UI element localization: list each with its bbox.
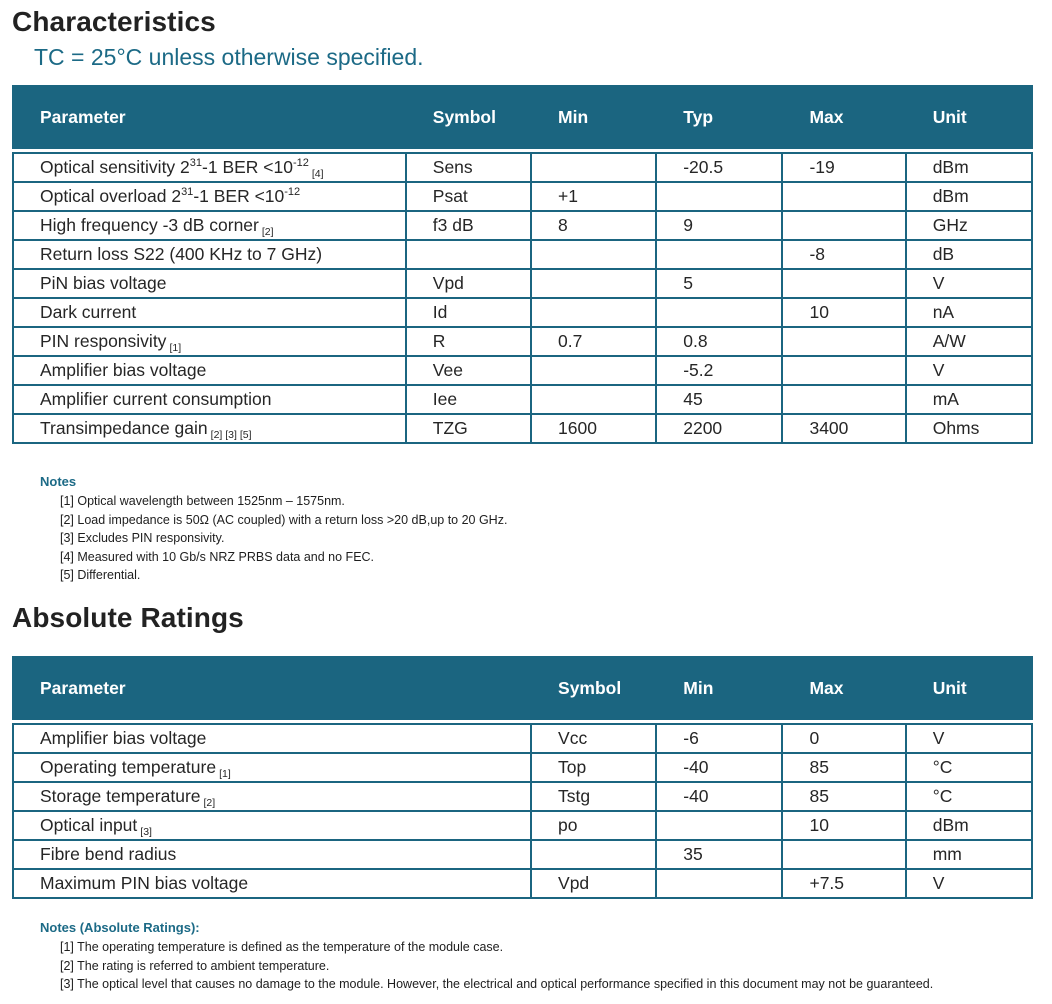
table-row [13, 269, 1032, 298]
symbol-cell: Top [531, 753, 656, 782]
table-row [13, 298, 1032, 327]
max-cell [782, 356, 905, 385]
table-row [13, 327, 1032, 356]
max-cell: 85 [782, 782, 905, 811]
max-cell: 3400 [782, 414, 905, 443]
table-row [13, 211, 1032, 240]
characteristics-title: Characteristics [12, 6, 216, 37]
parameter-cell [13, 840, 531, 869]
note-item: [2] The rating is referred to ambient temperature. [60, 958, 330, 973]
footnote-ref: [2] [3] [5] [210, 429, 252, 441]
typ-cell: 5 [656, 269, 782, 298]
table-row [13, 414, 1032, 443]
absolute-ratings-notes-title: Notes (Absolute Ratings): [40, 920, 200, 935]
parameter-cell [13, 869, 531, 898]
table-row [13, 811, 1032, 840]
parameter-text: Optical input [40, 815, 138, 835]
parameter-text: PiN bias voltage [40, 273, 167, 293]
typ-cell [656, 182, 782, 211]
footnote-ref: [3] [140, 826, 152, 838]
min-cell [656, 869, 782, 898]
parameter-text: Operating temperature [40, 757, 217, 777]
unit-cell: dBm [906, 182, 1032, 211]
exponent: 31 [181, 186, 194, 198]
parameter-cell [13, 724, 531, 753]
typ-cell: -20.5 [656, 153, 782, 182]
note-item: [5] Differential. [60, 568, 141, 583]
table-row [13, 753, 1032, 782]
max-cell [782, 327, 905, 356]
max-cell: 10 [782, 811, 905, 840]
min-cell: -40 [656, 753, 782, 782]
max-cell: 85 [782, 753, 905, 782]
table-row [13, 840, 1032, 869]
parameter-cell [13, 211, 406, 240]
typ-cell: 0.8 [656, 327, 782, 356]
characteristics-notes [40, 474, 507, 585]
min-cell [531, 356, 656, 385]
symbol-cell: Sens [406, 153, 531, 182]
symbol-cell: Psat [406, 182, 531, 211]
exponent: -12 [284, 186, 301, 198]
characteristics-header-typ: Typ [656, 86, 782, 148]
unit-cell: dBm [906, 153, 1032, 182]
parameter-text: Optical overload 2 [40, 186, 182, 206]
parameter-text: Fibre bend radius [40, 844, 177, 864]
parameter-text-cont: -1 BER <10 [202, 157, 293, 177]
symbol-cell: Tstg [531, 782, 656, 811]
max-cell [782, 211, 905, 240]
min-cell: 8 [531, 211, 656, 240]
characteristics-subtitle: TC = 25°C unless otherwise specified. [34, 44, 424, 70]
max-cell: 10 [782, 298, 905, 327]
characteristics-header-max: Max [782, 86, 905, 148]
exponent: 31 [189, 157, 203, 169]
symbol-cell: Vpd [531, 869, 656, 898]
unit-cell: mA [906, 385, 1032, 414]
min-cell: -6 [656, 724, 782, 753]
unit-cell: V [906, 356, 1032, 385]
symbol-cell: Vpd [406, 269, 531, 298]
absolute-ratings-title: Absolute Ratings [12, 602, 244, 633]
parameter-cell [13, 782, 531, 811]
exponent: -12 [292, 157, 309, 169]
max-cell: +7.5 [782, 869, 905, 898]
absolute-ratings-header-parameter: Parameter [13, 657, 531, 719]
unit-cell: °C [906, 782, 1032, 811]
parameter-text: High frequency -3 dB corner [40, 215, 259, 235]
footnote-ref: [2] [203, 797, 216, 809]
parameter-cell [13, 298, 406, 327]
symbol-cell [531, 840, 656, 869]
parameter-cell [13, 385, 406, 414]
parameter-cell [13, 269, 406, 298]
symbol-cell: Id [406, 298, 531, 327]
note-item: [1] Optical wavelength between 1525nm – 1575nm. [60, 494, 345, 508]
absolute-ratings-table [12, 656, 1033, 899]
min-cell: 35 [656, 840, 782, 869]
max-cell: 0 [782, 724, 905, 753]
typ-cell: 45 [656, 385, 782, 414]
parameter-cell [13, 182, 406, 211]
typ-cell: 9 [656, 211, 782, 240]
max-cell [782, 269, 905, 298]
min-cell: -40 [656, 782, 782, 811]
max-cell [782, 385, 905, 414]
parameter-cell [13, 327, 406, 356]
note-item: [3] Excludes PIN responsivity. [60, 531, 225, 546]
parameter-text: Dark current [40, 302, 137, 322]
min-cell [531, 240, 656, 269]
absolute-ratings-header-max: Max [782, 657, 905, 719]
characteristics-header-min: Min [531, 86, 656, 148]
parameter-text: Amplifier bias voltage [40, 728, 207, 748]
parameter-cell [13, 753, 531, 782]
footnote-ref: [2] [261, 226, 274, 238]
table-row [13, 869, 1032, 898]
table-row [13, 782, 1032, 811]
absolute-ratings-notes [40, 920, 933, 994]
unit-cell: V [906, 269, 1032, 298]
characteristics-header-unit: Unit [906, 86, 1032, 148]
symbol-cell: Vcc [531, 724, 656, 753]
note-item: [3] The optical level that causes no damage to the module. However, the electrical and optical performance specified in this document may not be guaranteed. [60, 977, 934, 992]
parameter-text: Optical sensitivity 2 [40, 157, 190, 177]
table-row [13, 724, 1032, 753]
table-row [13, 356, 1032, 385]
unit-cell: GHz [906, 211, 1032, 240]
note-item: [4] Measured with 10 Gb/s NRZ PRBS data and no FEC. [60, 549, 375, 564]
parameter-text: Return loss S22 (400 KHz to 7 GHz) [40, 244, 323, 264]
typ-cell: -5.2 [656, 356, 782, 385]
min-cell [531, 298, 656, 327]
characteristics-header-parameter: Parameter [13, 86, 406, 148]
unit-cell: Ohms [906, 414, 1032, 443]
unit-cell: mm [906, 840, 1032, 869]
max-cell: -8 [782, 240, 905, 269]
min-cell [531, 153, 656, 182]
symbol-cell: Vee [406, 356, 531, 385]
parameter-text: PIN responsivity [40, 331, 167, 351]
unit-cell: dBm [906, 811, 1032, 840]
characteristics-notes-title: Notes [40, 474, 77, 489]
min-cell [531, 385, 656, 414]
unit-cell: V [906, 869, 1032, 898]
unit-cell: A/W [906, 327, 1032, 356]
note-item: [1] The operating temperature is defined as the temperature of the module case. [60, 940, 504, 954]
max-cell [782, 840, 905, 869]
symbol-cell: R [406, 327, 531, 356]
parameter-text: Transimpedance gain [40, 418, 208, 438]
note-item: [2] Load impedance is 50Ω (AC coupled) with a return loss >20 dB,up to 20 GHz. [60, 512, 508, 527]
absolute-ratings-header-unit: Unit [906, 657, 1032, 719]
min-cell [531, 269, 656, 298]
min-cell: 1600 [531, 414, 656, 443]
footnote-ref: [4] [311, 168, 324, 180]
unit-cell: V [906, 724, 1032, 753]
table-row [13, 240, 1032, 269]
parameter-cell [13, 811, 531, 840]
min-cell: +1 [531, 182, 656, 211]
absolute-ratings-header-symbol: Symbol [531, 657, 656, 719]
footnote-ref: [1] [169, 342, 182, 354]
parameter-text: Amplifier bias voltage [40, 360, 207, 380]
symbol-cell [406, 240, 531, 269]
parameter-cell [13, 153, 406, 182]
symbol-cell: TZG [406, 414, 531, 443]
footnote-ref: [1] [219, 768, 231, 780]
parameter-text-cont: -1 BER <10 [193, 186, 285, 206]
min-cell [656, 811, 782, 840]
typ-cell [656, 298, 782, 327]
symbol-cell: f3 dB [406, 211, 531, 240]
parameter-text: Maximum PIN bias voltage [40, 873, 249, 893]
parameter-cell [13, 356, 406, 385]
symbol-cell: po [531, 811, 656, 840]
typ-cell [656, 240, 782, 269]
table-row [13, 153, 1032, 182]
parameter-cell [13, 414, 406, 443]
unit-cell: dB [906, 240, 1032, 269]
absolute-ratings-header-min: Min [656, 657, 782, 719]
parameter-text: Amplifier current consumption [40, 389, 272, 409]
absolute-ratings-header-row [13, 657, 1032, 719]
table-row [13, 182, 1032, 211]
max-cell: -19 [782, 153, 905, 182]
characteristics-header-symbol: Symbol [406, 86, 531, 148]
parameter-text: Storage temperature [40, 786, 201, 806]
min-cell: 0.7 [531, 327, 656, 356]
characteristics-header-row [13, 86, 1032, 148]
table-row [13, 385, 1032, 414]
symbol-cell: Iee [406, 385, 531, 414]
unit-cell: nA [906, 298, 1032, 327]
typ-cell: 2200 [656, 414, 782, 443]
characteristics-table [12, 85, 1033, 444]
unit-cell: °C [906, 753, 1032, 782]
parameter-cell [13, 240, 406, 269]
max-cell [782, 182, 905, 211]
